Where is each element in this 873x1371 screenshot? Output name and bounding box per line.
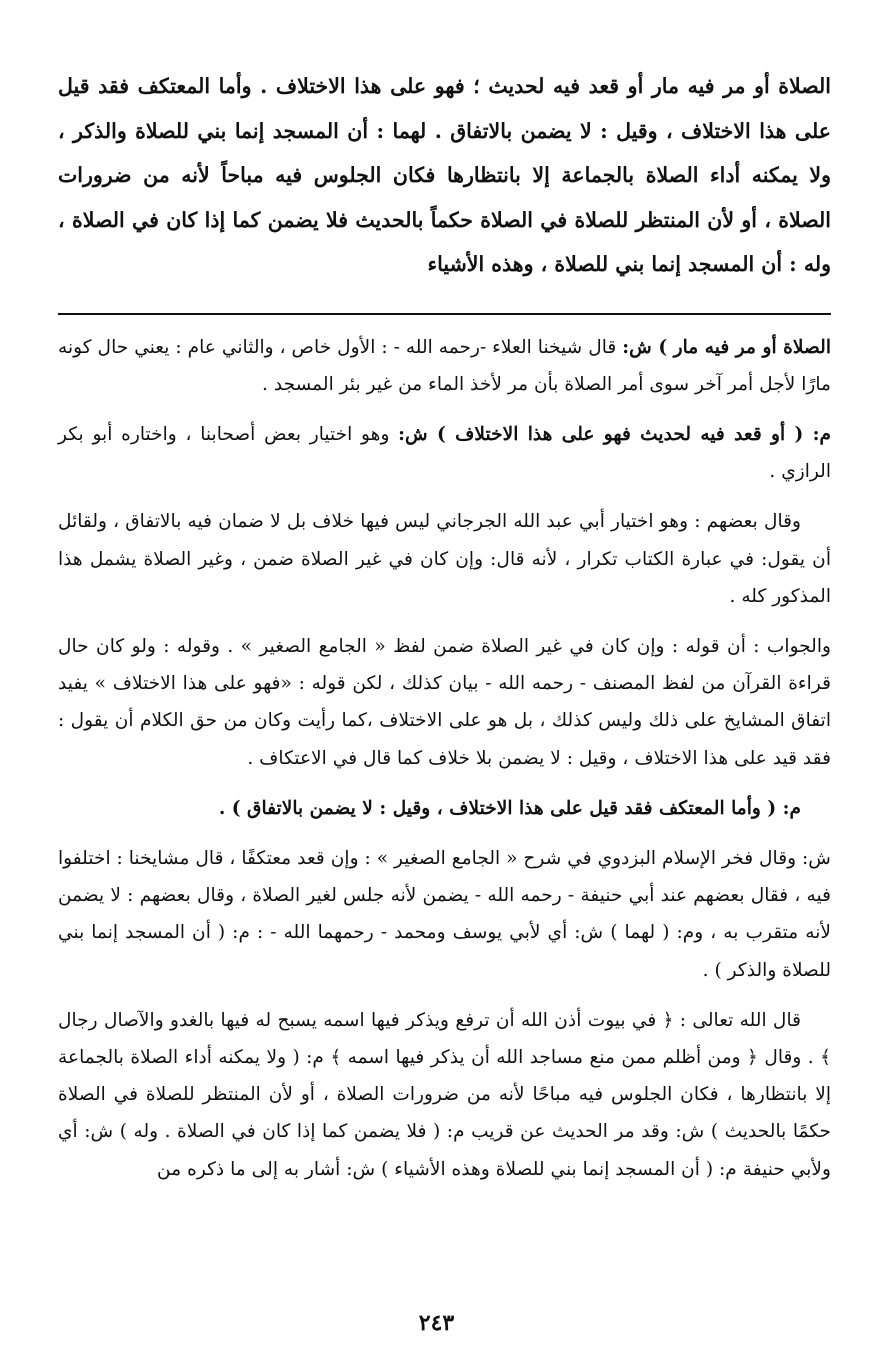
commentary-text: والجواب : أن قوله : وإن كان في غير الصلاة ضمن لفظ « الجامع الصغير » . وقوله : ولو كان حال قراءة القرآن من لفظ المصنف - رحمه الله - بيان كذلك ، لكن قوله : «فهو على هذا الاختلاف » يفيد اتفاق المشايخ على ذلك وليس كذلك ، بل هو على الاختلاف ،كما رأيت وكان من حق الكلام أن يقول : فقد قيد على هذا الاختلاف ، وقيل : لا يضمن بلا خلاف كما قال في الاعتكاف . bbox=[58, 635, 831, 769]
commentary-text: وهو اختيار بعض أصحابنا ، واختاره أبو بكر الرازي . bbox=[58, 423, 831, 483]
commentary-paragraph bbox=[58, 790, 831, 827]
page-number: ٢٤٣ bbox=[418, 1310, 455, 1336]
commentary-paragraph bbox=[58, 416, 831, 490]
book-page bbox=[58, 64, 831, 1371]
commentary-text: وقال بعضهم : وهو اختيار أبي عبد الله الجرجاني ليس فيها خلاف بل لا ضمان فيه بالاتفاق ، ولقائل أن يقول: في عبارة الكتاب تكرار ، لأنه قال: وإن كان في غير الصلاة ضمن ، وغير الصلاة يشمل هذا المذكور كله . bbox=[58, 511, 831, 607]
commentary-text: ش: وقال فخر الإسلام البزدوي في شرح « الجامع الصغير » : وإن قعد معتكفًا ، قال مشايخنا : اختلفوا فيه ، فقال بعضهم عند أبي حنيفة - رحمه الله - يضمن لأنه جلس لغير الصلاة ، وقال بعضهم : لا يضمن لأنه متقرب به ، وم: ( لهما ) ش: أي لأبي يوسف ومحمد - رحمهما الله - : م: ( أن المسجد إنما بني للصلاة والذكر ) . bbox=[58, 847, 831, 981]
commentary-paragraph bbox=[58, 329, 831, 403]
commentary-lead: الصلاة أو مر فيه مار ) ش: bbox=[622, 336, 831, 358]
main-text-paragraph: الصلاة أو مر فيه مار أو قعد فيه لحديث ؛ فهو على هذا الاختلاف . وأما المعتكف فقد قيل على هذا الاختلاف ، وقيل : لا يضمن بالاتفاق . لهما : أن المسجد إنما بني للصلاة والذكر ، ولا يمكنه أداء الصلاة بالجماعة إلا بانتظارها فكان الجلوس فيه مباحاً لأنه من ضرورات الصلاة ، أو لأن المنتظر للصلاة في الصلاة حكماً بالحديث فلا يضمن كما إذا كان في الصلاة ، وله : أن المسجد إنما بني للصلاة ، وهذه الأشياء bbox=[58, 74, 832, 276]
commentary-text: قال الله تعالى : ﴿ في بيوت أذن الله أن ترفع ويذكر فيها اسمه يسبح له فيها بالغدو والآصال رجال ﴾ . وقال ﴿ ومن أظلم ممن منع مساجد الله أن يذكر فيها اسمه ﴾ م: ( ولا يمكنه أداء الصلاة بالجماعة إلا بانتظارها ، فكان الجلوس فيه مباحًا لأنه من ضرورات الصلاة ، أو لأن المنتظر للصلاة في الصلاة حكمًا بالحديث ) ش: وقد مر الحديث عن قريب م: ( فلا يضمن كما إذا كان في الصلاة . وله ) ش: أي ولأبي حنيفة م: ( أن المسجد إنما بني للصلاة وهذه الأشياء ) ش: أشار به إلى ما ذكره من bbox=[58, 1009, 831, 1180]
commentary-text: قال شيخنا العلاء -رحمه الله - : الأول خاص ، والثاني عام : يعني حال كونه مارًا لأجل أمر آخر سوى أمر الصلاة بأن مر لأخذ الماء من غير بئر المسجد . bbox=[58, 336, 831, 395]
commentary-lead: م: ( أو قعد فيه لحديث فهو على هذا الاختلاف ) ش: bbox=[398, 423, 831, 445]
commentary bbox=[58, 329, 831, 1188]
commentary-paragraph bbox=[58, 628, 831, 777]
main-text bbox=[58, 64, 831, 287]
commentary-paragraph bbox=[58, 1002, 831, 1188]
separator-line bbox=[58, 313, 831, 315]
commentary-lead: م: ( وأما المعتكف فقد قيل على هذا الاختلاف ، وقيل : لا يضمن بالاتفاق ) . bbox=[218, 797, 801, 819]
commentary-paragraph bbox=[58, 840, 831, 989]
commentary-paragraph bbox=[58, 503, 831, 615]
